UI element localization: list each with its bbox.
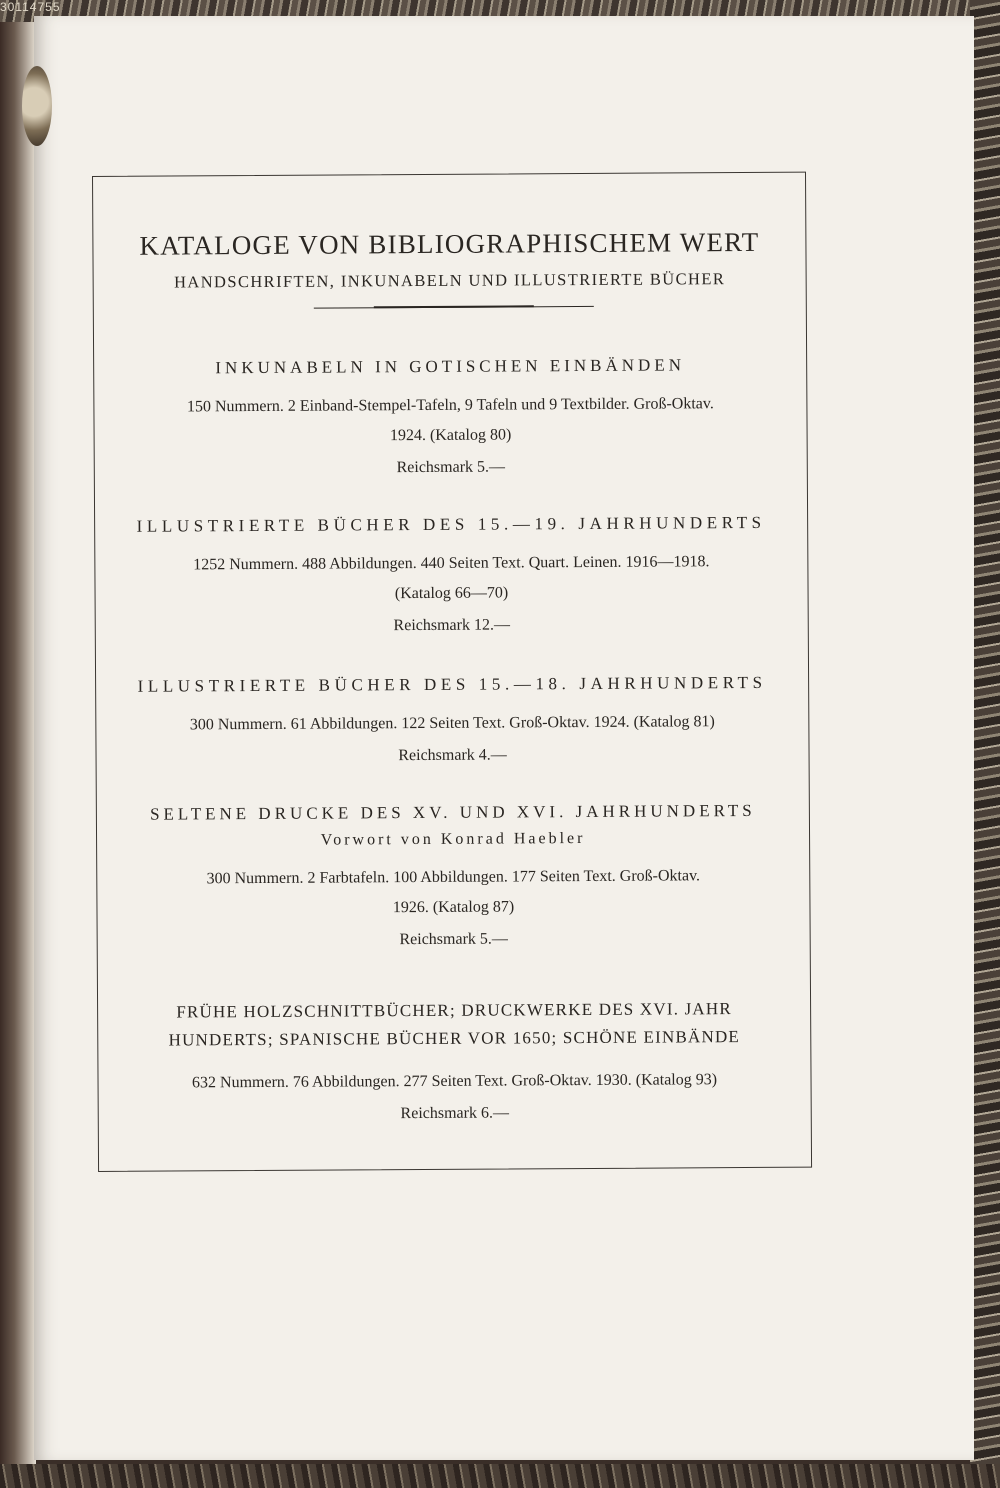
catalog-entry xyxy=(95,513,808,637)
entry-price: Reichsmark 5.— xyxy=(396,458,506,477)
entry-line: 150 Nummern. 2 Einband-Stempel-Tafeln, 9 Tafeln und 9 Textbilder. Groß-Oktav. xyxy=(186,395,714,416)
shelfmark-label: 30114755 xyxy=(0,0,61,14)
catalog-entry xyxy=(94,355,807,479)
entry-title: ILLUSTRIERTE BÜCHER DES 15.—18. JAHRHUNDERTS xyxy=(137,672,767,696)
entry-line: 632 Nummern. 76 Abbildungen. 277 Seiten Text. Groß-Oktav. 1930. (Katalog 93) xyxy=(191,1071,718,1092)
catalog-entry xyxy=(97,801,810,951)
entry-title: SELTENE DRUCKE DES XV. UND XVI. JAHRHUNDERTS xyxy=(149,800,756,824)
entry-description xyxy=(94,389,806,453)
entry-line: 300 Nummern. 2 Farbtafeln. 100 Abbildungen. 177 Seiten Text. Groß-Oktav. xyxy=(206,867,701,888)
entry-description xyxy=(98,1065,810,1099)
entry-line: (Katalog 66—70) xyxy=(394,584,509,603)
entry-title: ILLUSTRIERTE BÜCHER DES 15.—19. JAHRHUNDERTS xyxy=(136,512,766,536)
entry-price: Reichsmark 4.— xyxy=(398,746,507,765)
entry-price: Reichsmark 5.— xyxy=(399,930,508,949)
marbled-cover-bottom xyxy=(0,1464,1000,1488)
page-subtitle: HANDSCHRIFTEN, INKUNABELN UND ILLUSTRIERTE BÜCHER xyxy=(174,269,726,292)
entry-title: FRÜHE HOLZSCHNITTBÜCHER; DRUCKWERKE DES XVI. JAHR xyxy=(176,999,732,1022)
binding-ring xyxy=(22,66,52,146)
entry-line: 1252 Nummern. 488 Abbildungen. 440 Seiten Text. Quart. Leinen. 1916—1918. xyxy=(193,553,710,574)
page-title: KATALOGE VON BIBLIOGRAPHISCHEM WERT xyxy=(139,226,760,261)
entry-price: Reichsmark 12.— xyxy=(393,616,511,635)
entry-subtitle: Vorwort von Konrad Haebler xyxy=(320,829,586,849)
entry-description xyxy=(95,547,807,611)
entry-title-continued: HUNDERTS; SPANISCHE BÜCHER VOR 1650; SCHÖNE EINBÄNDE xyxy=(168,1027,741,1050)
entry-line: 300 Nummern. 61 Abbildungen. 122 Seiten Text. Groß-Oktav. 1924. (Katalog 81) xyxy=(189,713,715,734)
catalog-entry xyxy=(98,995,811,1125)
catalog-frame xyxy=(92,172,812,1172)
entry-description xyxy=(97,861,809,925)
entry-line: 1926. (Katalog 87) xyxy=(392,898,515,917)
entry-title: INKUNABELN IN GOTISCHEN EINBÄNDEN xyxy=(215,355,686,378)
entry-price: Reichsmark 6.— xyxy=(400,1104,509,1123)
book-spine xyxy=(0,0,36,1488)
book-page xyxy=(34,16,974,1460)
entry-description xyxy=(96,707,808,741)
marbled-cover-edge xyxy=(970,0,1000,1488)
catalog-entry xyxy=(96,673,809,767)
entry-line: 1924. (Katalog 80) xyxy=(389,426,512,445)
title-rule xyxy=(314,306,594,309)
